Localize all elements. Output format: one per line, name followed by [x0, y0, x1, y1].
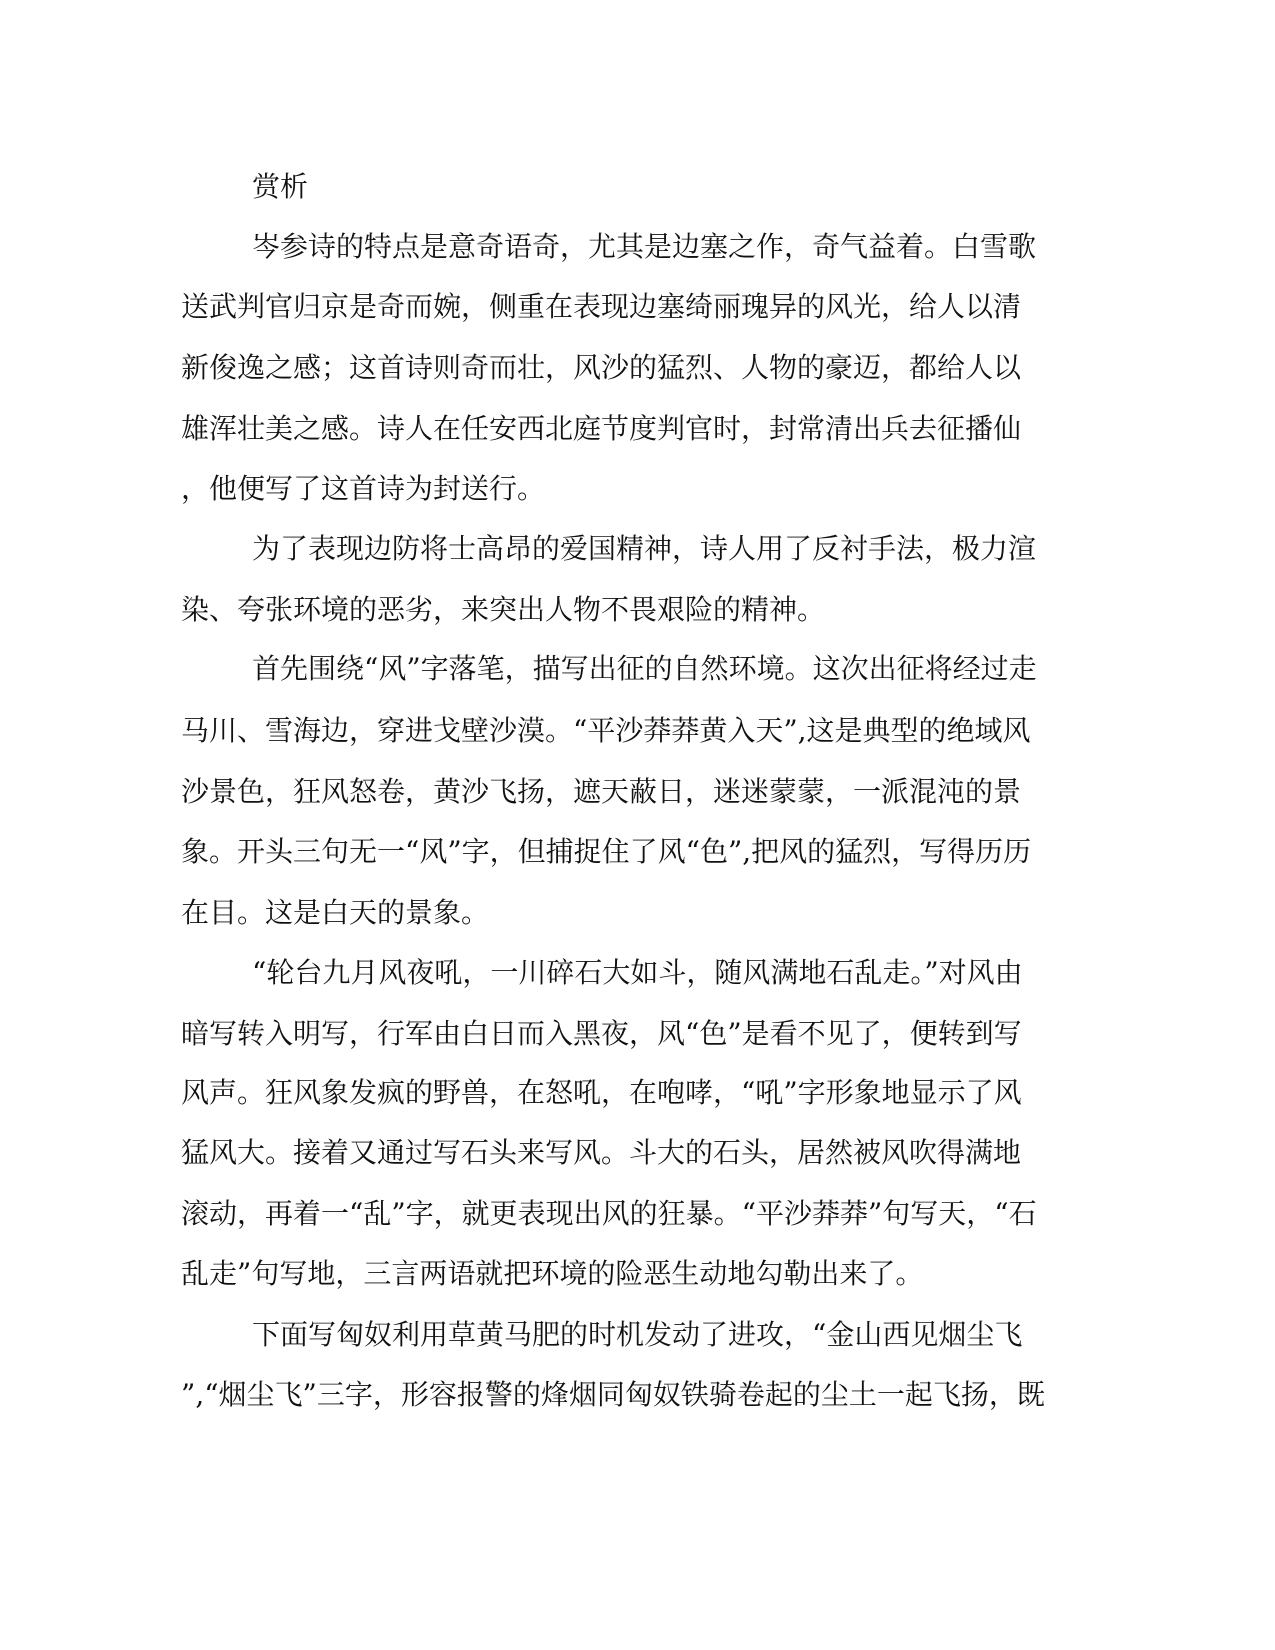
text-line: 岑参诗的特点是意奇语奇，尤其是边塞之作，奇气益着。白雪歌: [252, 230, 1037, 263]
text-line: 沙景色，狂风怒卷，黄沙飞扬，遮天蔽日，迷迷蒙蒙，一派混沌的景: [181, 775, 1022, 808]
text-line: 马川、雪海边，穿进戈壁沙漠。“平沙莽莽黄入天”,这是典型的绝域风: [181, 714, 1031, 747]
text-line: 暗写转入明写，行军由白日而入黑夜，风“色”是看不见了，便转到写: [181, 1017, 1022, 1050]
text-line: 下面写匈奴利用草黄马肥的时机发动了进攻，“金山西见烟尘飞: [252, 1318, 1023, 1351]
text-line: 风声。狂风象发疯的野兽，在怒吼，在咆哮，“吼”字形象地显示了风: [181, 1076, 1022, 1109]
section-heading: 赏析: [252, 170, 309, 203]
text-line: 乱走”句写地，三言两语就把环境的险恶生动地勾勒出来了。: [181, 1257, 924, 1290]
text-line: 为了表现边防将士高昂的爱国精神，诗人用了反衬手法，极力渲: [252, 532, 1037, 565]
text-line: ”,“烟尘飞”三字，形容报警的烽烟同匈奴铁骑卷起的尘土一起飞扬，既: [181, 1378, 1045, 1411]
text-line: 染、夸张环境的恶劣，来突出人物不畏艰险的精神。: [181, 593, 826, 626]
text-line: 猛风大。接着又通过写石头来写风。斗大的石头，居然被风吹得满地: [181, 1136, 1022, 1169]
text-line: 在目。这是白天的景象。: [181, 896, 490, 929]
text-line: 象。开头三句无一“风”字，但捕捉住了风“色”,把风的猛烈，写得历历: [181, 835, 1032, 868]
text-line: 首先围绕“风”字落笔，描写出征的自然环境。这次出征将经过走: [252, 652, 1037, 685]
text-line: 滚动，再着一“乱”字，就更表现出风的狂暴。“平沙莽莽”句写天，“石: [181, 1197, 1037, 1230]
text-line: 送武判官归京是奇而婉，侧重在表现边塞绮丽瑰异的风光，给人以清: [181, 290, 1022, 323]
text-line: ，他便写了这首诗为封送行。: [181, 472, 546, 505]
text-line: 雄浑壮美之感。诗人在任安西北庭节度判官时，封常清出兵去征播仙: [181, 412, 1022, 445]
text-line: 新俊逸之感；这首诗则奇而壮，风沙的猛烈、人物的豪迈，都给人以: [181, 351, 1022, 384]
text-line: “轮台九月风夜吼，一川碎石大如斗，随风满地石乱走。”对风由: [252, 956, 1023, 989]
